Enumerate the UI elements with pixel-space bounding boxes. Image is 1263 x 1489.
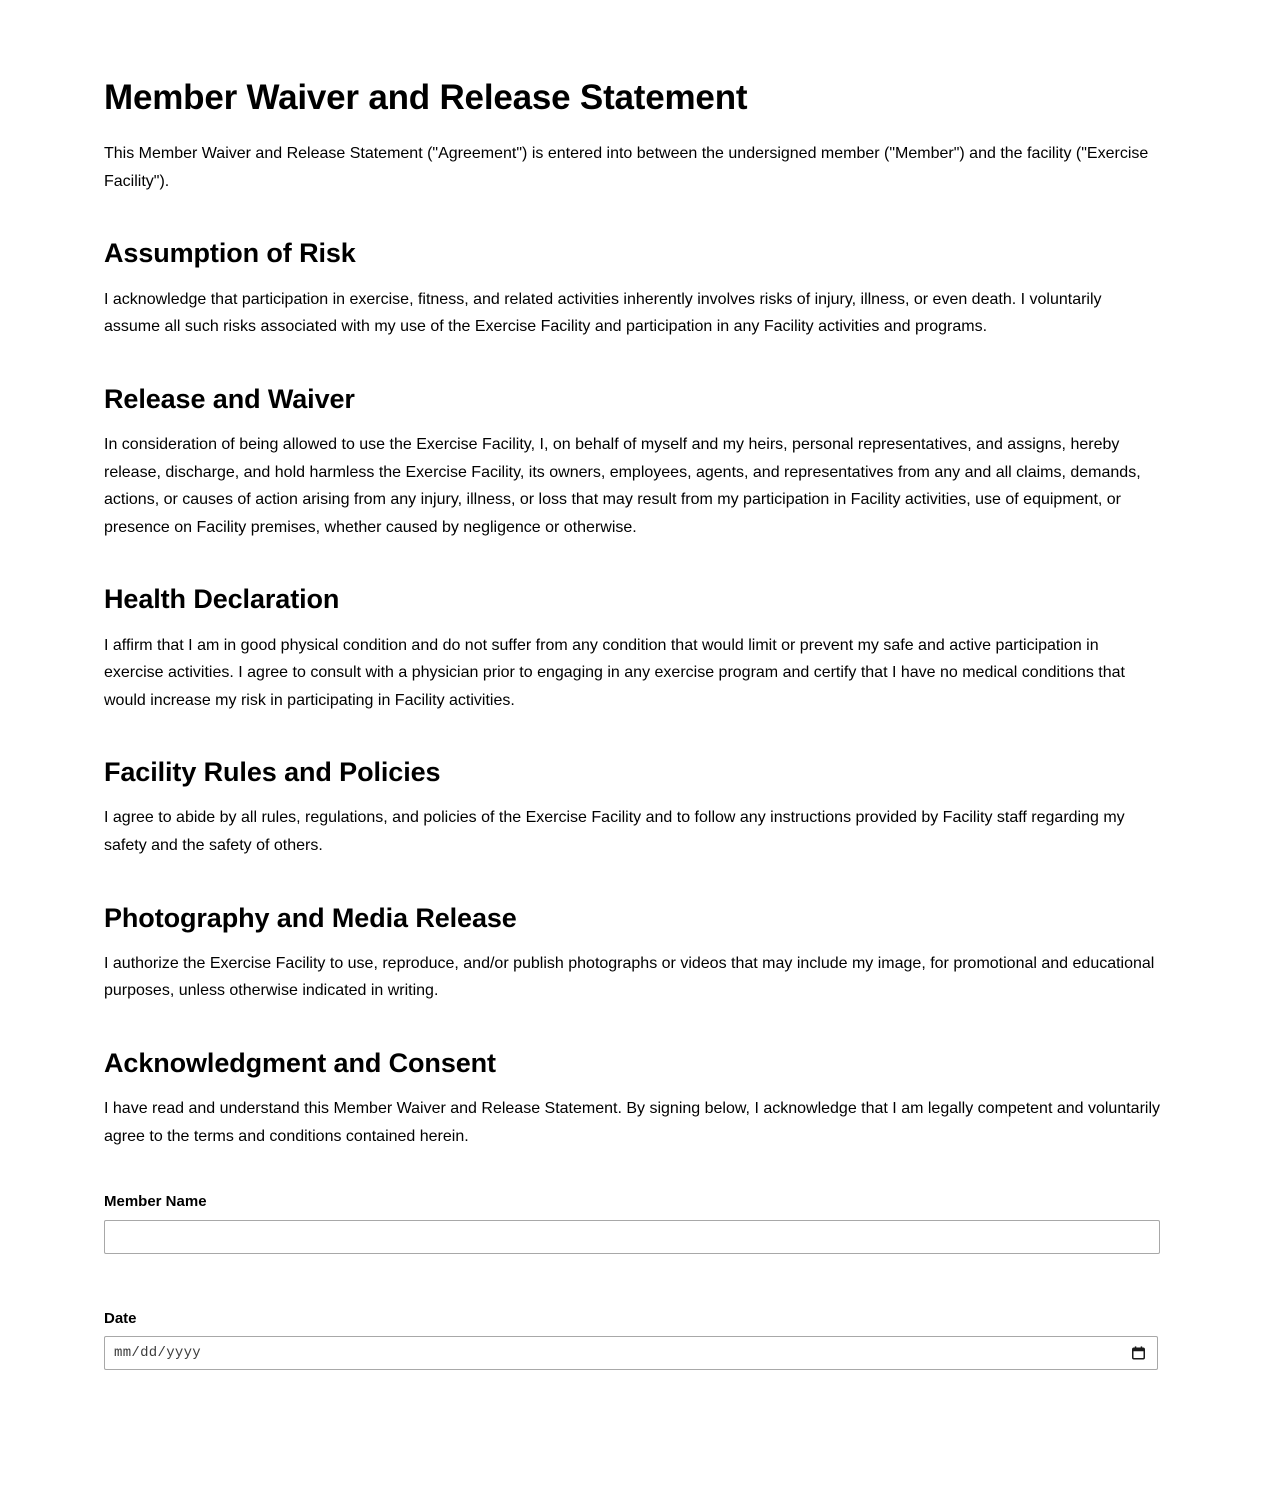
section-acknowledgment-and-consent	[104, 1047, 1160, 1150]
section-assumption-of-risk	[104, 237, 1160, 340]
date-placeholder-text: mm/dd/yyyy	[114, 1345, 202, 1362]
section-heading-facility-rules-and-policies: Facility Rules and Policies	[104, 757, 441, 788]
section-body-acknowledgment-and-consent: I have read and understand this Member Waiver and Release Statement. By signing below, I acknowledge that I am legally competent and voluntarily agree to the terms and conditions contained herein.	[104, 1100, 1160, 1145]
calendar-icon[interactable]	[1132, 1346, 1145, 1360]
section-heading-acknowledgment-and-consent: Acknowledgment and Consent	[104, 1047, 496, 1078]
section-heading-release-and-waiver: Release and Waiver	[104, 383, 355, 414]
date-label: Date	[104, 1309, 137, 1327]
section-heading-health-declaration: Health Declaration	[104, 584, 340, 615]
section-body-facility-rules-and-policies: I agree to abide by all rules, regulations, and policies of the Exercise Facility and to follow any instructions provided by Facility staff regarding my safety and the safety of others.	[104, 809, 1125, 854]
date-field-group	[104, 1309, 1160, 1371]
section-body-health-declaration: I affirm that I am in good physical condition and do not suffer from any condition that would limit or prevent my safe and active participation in exercise activities. I agree to consult with a physician prior to engaging in any exercise program and certify that I have no medical conditions that would increase my risk in participating in Facility activities.	[104, 636, 1125, 709]
section-heading-assumption-of-risk: Assumption of Risk	[104, 238, 356, 269]
section-body-assumption-of-risk: I acknowledge that participation in exercise, fitness, and related activities inherently involves risks of injury, illness, or even death. I voluntarily assume all such risks associated with my use of the Exercise Facility and participation in any Facility activities and programs.	[104, 290, 1102, 336]
section-photography-and-media-release	[104, 902, 1160, 1005]
member-name-input[interactable]	[104, 1220, 1160, 1254]
section-body-photography-and-media-release: I authorize the Exercise Facility to use, reproduce, and/or publish photographs or videos that may include my image, for promotional and educational purposes, unless otherwise indicated in writing.	[104, 954, 1155, 1000]
section-heading-photography-and-media-release: Photography and Media Release	[104, 902, 517, 933]
intro-paragraph: This Member Waiver and Release Statement ("Agreement") is entered into between the undersigned member ("Member") and the facility ("Exercise Facility").	[104, 145, 1149, 190]
member-name-label: Member Name	[104, 1193, 207, 1211]
page-title: Member Waiver and Release Statement	[104, 78, 748, 117]
section-facility-rules-and-policies	[104, 756, 1160, 859]
section-release-and-waiver	[104, 383, 1160, 541]
date-input[interactable]	[104, 1336, 1158, 1370]
section-health-declaration	[104, 583, 1160, 714]
member-name-field-group	[104, 1192, 1160, 1254]
section-body-release-and-waiver: In consideration of being allowed to use the Exercise Facility, I, on behalf of myself and my heirs, personal representatives, and assigns, hereby release, discharge, and hold harmless the Exercise Facility, its owners, employees, agents, and representatives from any and all claims, demands, actions, or causes of action arising from any injury, illness, or loss that may result from my participation in Facility activities, use of equipment, or presence on Facility premises, whether caused by negligence or otherwise.	[104, 436, 1141, 536]
